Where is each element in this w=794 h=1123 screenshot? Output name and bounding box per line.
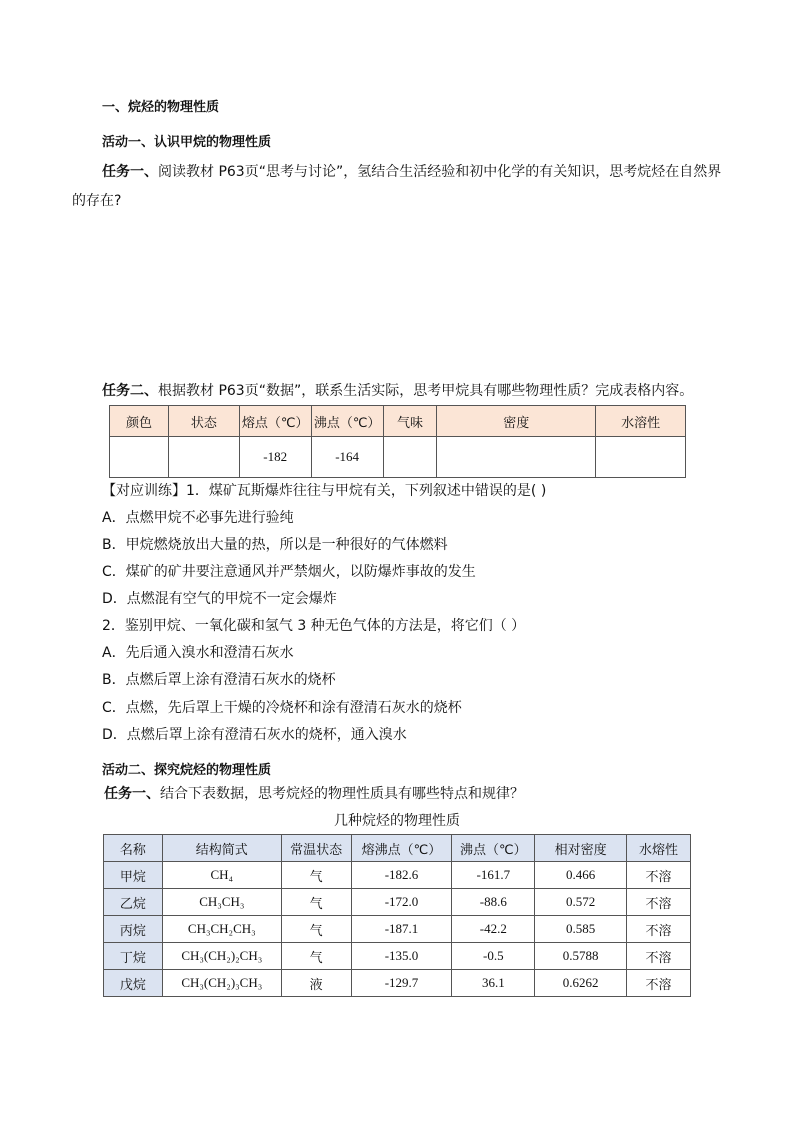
task-3-label: 任务一、 bbox=[104, 786, 160, 802]
q1-option-d: D．点燃混有空气的甲烷不一定会爆炸 bbox=[102, 591, 337, 607]
header-cell: 名称 bbox=[104, 835, 163, 862]
q2-option-d: D．点燃后罩上涂有澄清石灰水的烧杯，通入溴水 bbox=[102, 727, 407, 743]
training-question-1 bbox=[102, 480, 546, 500]
header-cell: 常温状态 bbox=[281, 835, 351, 862]
header-cell: 密度 bbox=[437, 406, 596, 437]
structural-formula: CH₃(CH₂)₃CH₃ bbox=[162, 970, 281, 997]
task-2-text: 根据教材 P63页“数据”，联系生活实际，思考甲烷具有哪些物理性质？完成表格内容。 bbox=[158, 383, 694, 399]
q1-option-c: C．煤矿的矿井要注意通风并严禁烟火，以防爆炸事故的发生 bbox=[102, 564, 476, 580]
question-1-text: 1．煤矿瓦斯爆炸往往与甲烷有关，下列叙述中错误的是( ) bbox=[186, 483, 547, 499]
alkane-name: 乙烷 bbox=[104, 889, 163, 916]
relative-density: 0.466 bbox=[535, 862, 627, 889]
melting-point: -187.1 bbox=[351, 916, 452, 943]
header-cell: 结构简式 bbox=[162, 835, 281, 862]
structural-formula: CH₃CH₂CH₃ bbox=[162, 916, 281, 943]
boiling-point: -88.6 bbox=[452, 889, 535, 916]
header-cell: 气味 bbox=[383, 406, 437, 437]
table-row bbox=[104, 862, 691, 889]
q1-option-b: B．甲烷燃烧放出大量的热，所以是一种很好的气体燃料 bbox=[102, 537, 448, 553]
answer-cell-color[interactable] bbox=[110, 437, 169, 478]
state: 液 bbox=[281, 970, 351, 997]
alkane-name: 戊烷 bbox=[104, 970, 163, 997]
header-cell: 熔沸点（℃） bbox=[351, 835, 452, 862]
section-heading: 一、烷烃的物理性质 bbox=[102, 100, 220, 115]
task-1-line-1 bbox=[102, 161, 721, 181]
q2-option-c: C．点燃，先后罩上干燥的冷烧杯和涂有澄清石灰水的烧杯 bbox=[102, 700, 462, 716]
header-cell: 沸点（℃） bbox=[452, 835, 535, 862]
table-header-row bbox=[110, 406, 686, 437]
training-question-2: 2．鉴别甲烷、一氧化碳和氢气 3 种无色气体的方法是，将它们（ ） bbox=[102, 618, 526, 634]
structural-formula: CH₃CH₃ bbox=[162, 889, 281, 916]
melting-point: -182.6 bbox=[351, 862, 452, 889]
relative-density: 0.6262 bbox=[535, 970, 627, 997]
alkane-properties-table bbox=[103, 834, 691, 997]
relative-density: 0.585 bbox=[535, 916, 627, 943]
state: 气 bbox=[281, 889, 351, 916]
boiling-point: -0.5 bbox=[452, 943, 535, 970]
q1-option-a: A．点燃甲烷不必事先进行验纯 bbox=[102, 510, 294, 526]
task-3 bbox=[104, 783, 524, 803]
melting-point: -172.0 bbox=[351, 889, 452, 916]
activity-1-heading: 活动一、认识甲烷的物理性质 bbox=[102, 135, 272, 150]
table-header-row bbox=[104, 835, 691, 862]
relative-density: 0.5788 bbox=[535, 943, 627, 970]
header-cell: 沸点（℃） bbox=[311, 406, 383, 437]
melting-point: -129.7 bbox=[351, 970, 452, 997]
relative-density: 0.572 bbox=[535, 889, 627, 916]
table-row bbox=[104, 943, 691, 970]
task-2 bbox=[102, 380, 693, 400]
header-cell: 水溶性 bbox=[596, 406, 686, 437]
task-1-text: 阅读教材 P63页“思考与讨论”，氢结合生活经验和初中化学的有关知识，思考烷烃在自然界 bbox=[158, 164, 722, 180]
table-row bbox=[104, 970, 691, 997]
table-row bbox=[104, 916, 691, 943]
header-cell: 颜色 bbox=[110, 406, 169, 437]
solubility: 不溶 bbox=[627, 862, 691, 889]
answer-cell-odor[interactable] bbox=[383, 437, 437, 478]
structural-formula: CH₄ bbox=[162, 862, 281, 889]
activity-2-heading: 活动二、探究烷烃的物理性质 bbox=[102, 763, 272, 778]
task-1-line-2: 的存在? bbox=[72, 193, 122, 209]
methane-properties-table bbox=[109, 405, 686, 478]
answer-cell-state[interactable] bbox=[168, 437, 239, 478]
header-cell: 相对密度 bbox=[535, 835, 627, 862]
task-2-label: 任务二、 bbox=[102, 383, 158, 399]
header-cell: 状态 bbox=[168, 406, 239, 437]
task-3-text: 结合下表数据，思考烷烃的物理性质具有哪些特点和规律？ bbox=[160, 786, 524, 802]
alkane-name: 甲烷 bbox=[104, 862, 163, 889]
task-1-label: 任务一、 bbox=[102, 164, 158, 180]
table-row bbox=[110, 437, 686, 478]
boiling-point: 36.1 bbox=[452, 970, 535, 997]
state: 气 bbox=[281, 862, 351, 889]
melting-point: -135.0 bbox=[351, 943, 452, 970]
solubility: 不溶 bbox=[627, 943, 691, 970]
boiling-point: -161.7 bbox=[452, 862, 535, 889]
state: 气 bbox=[281, 943, 351, 970]
alkane-name: 丙烷 bbox=[104, 916, 163, 943]
header-cell: 熔点（℃） bbox=[239, 406, 311, 437]
table-row bbox=[104, 889, 691, 916]
alkane-name: 丁烷 bbox=[104, 943, 163, 970]
training-label: 【对应训练】 bbox=[102, 483, 186, 499]
solubility: 不溶 bbox=[627, 970, 691, 997]
boiling-point: -42.2 bbox=[452, 916, 535, 943]
answer-cell-density[interactable] bbox=[437, 437, 596, 478]
table-caption: 几种烷烃的物理性质 bbox=[334, 813, 460, 829]
q2-option-b: B．点燃后罩上涂有澄清石灰水的烧杯 bbox=[102, 672, 336, 688]
boiling-point-cell: -164 bbox=[311, 437, 383, 478]
structural-formula: CH₃(CH₂)₂CH₃ bbox=[162, 943, 281, 970]
answer-cell-solubility[interactable] bbox=[596, 437, 686, 478]
q2-option-a: A．先后通入溴水和澄清石灰水 bbox=[102, 645, 294, 661]
header-cell: 水熔性 bbox=[627, 835, 691, 862]
solubility: 不溶 bbox=[627, 916, 691, 943]
melting-point-cell: -182 bbox=[239, 437, 311, 478]
state: 气 bbox=[281, 916, 351, 943]
solubility: 不溶 bbox=[627, 889, 691, 916]
